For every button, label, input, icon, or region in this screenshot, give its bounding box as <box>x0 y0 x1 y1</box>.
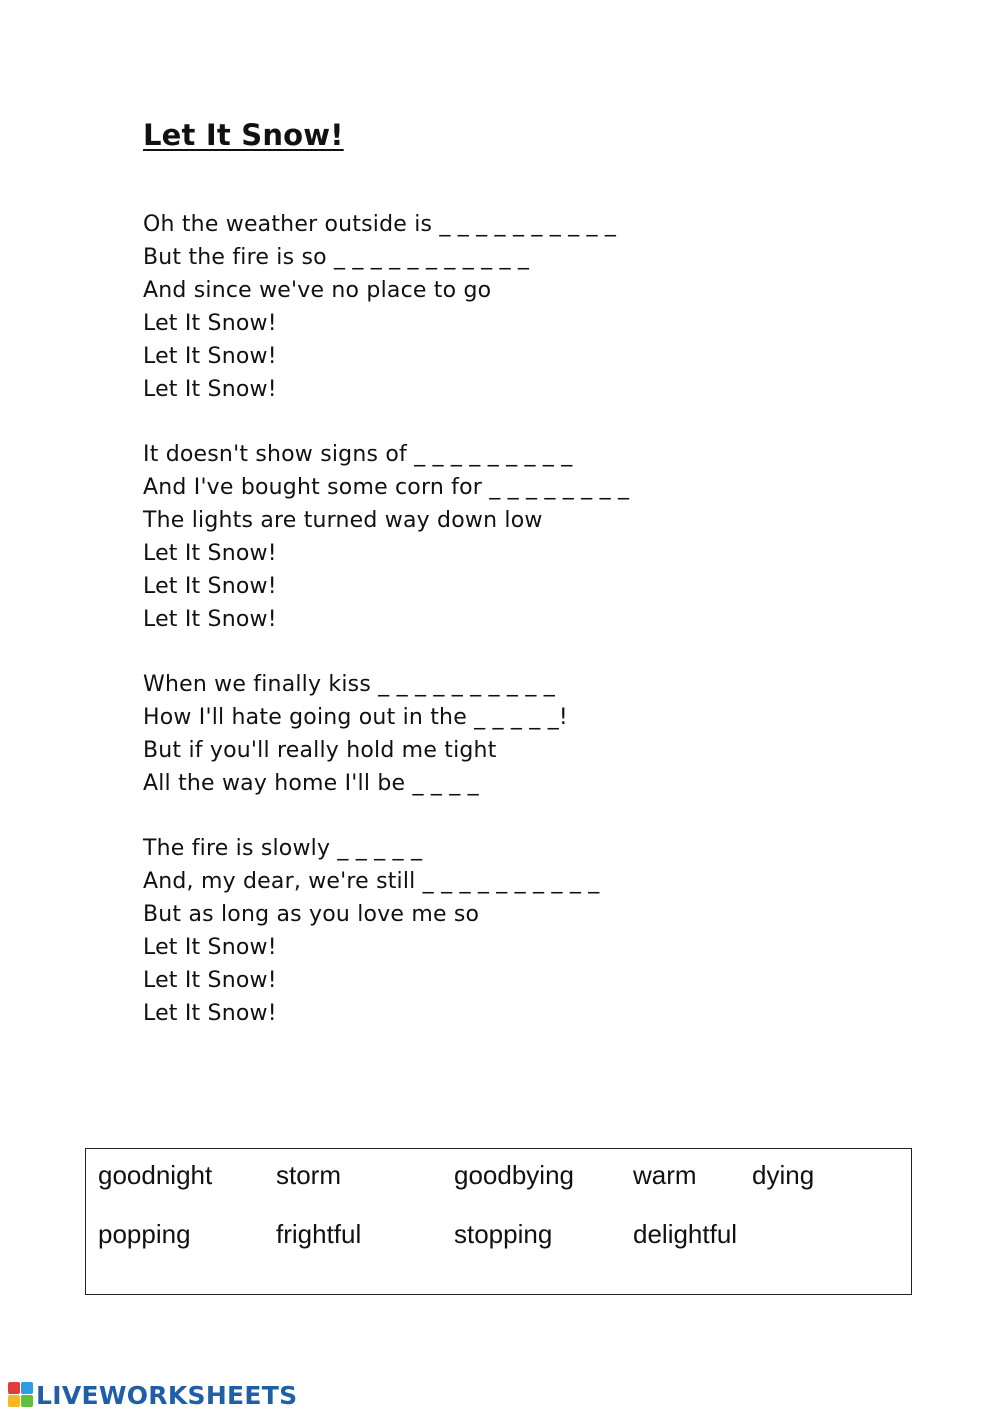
page-title: Let It Snow! <box>143 118 344 152</box>
lyric-line: How I'll hate going out in the _ _ _ _ _! <box>143 705 568 730</box>
lyric-line: Let It Snow! <box>143 311 277 336</box>
word-bank-item: dying <box>752 1160 815 1190</box>
word-bank-item: goodnight <box>98 1160 213 1190</box>
lyric-line: The lights are turned way down low <box>143 508 543 533</box>
lyric-line: But as long as you love me so <box>143 902 480 927</box>
lyric-line: It doesn't show signs of _ _ _ _ _ _ _ _ _ <box>143 442 573 467</box>
lyric-line: Let It Snow! <box>143 541 277 566</box>
lyric-line: Let It Snow! <box>143 344 277 369</box>
lyric-line: Let It Snow! <box>143 607 277 632</box>
word-bank-item: goodbying <box>454 1160 574 1190</box>
liveworksheets-logo[interactable] <box>8 1381 297 1409</box>
lyric-line: Let It Snow! <box>143 1001 277 1026</box>
lyric-line: And since we've no place to go <box>143 278 492 303</box>
logo-text: LIVEWORKSHEETS <box>36 1380 298 1410</box>
lyric-line: Let It Snow! <box>143 968 277 993</box>
lyric-line: Let It Snow! <box>143 377 277 402</box>
lyric-line: All the way home I'll be _ _ _ _ <box>143 771 479 796</box>
word-bank-item: stopping <box>454 1219 553 1249</box>
lyric-line: Let It Snow! <box>143 935 277 960</box>
word-bank-box <box>85 1148 912 1295</box>
liveworksheets-logo-icon <box>8 1382 34 1408</box>
word-bank-item: delightful <box>633 1219 738 1249</box>
word-bank-item: frightful <box>276 1219 362 1249</box>
lyric-line: The fire is slowly _ _ _ _ _ <box>143 836 423 861</box>
lyric-line: But the fire is so _ _ _ _ _ _ _ _ _ _ _ <box>143 245 530 270</box>
lyric-line: And I've bought some corn for _ _ _ _ _ _ _ _ <box>143 475 630 500</box>
lyric-line: Let It Snow! <box>143 574 277 599</box>
lyric-line: When we finally kiss _ _ _ _ _ _ _ _ _ _ <box>143 672 555 697</box>
lyric-line: But if you'll really hold me tight <box>143 738 497 763</box>
word-bank-item: popping <box>98 1219 191 1249</box>
word-bank-item: warm <box>633 1160 697 1190</box>
word-bank-item: storm <box>276 1160 341 1190</box>
lyric-line: And, my dear, we're still _ _ _ _ _ _ _ _ _ _ <box>143 869 600 894</box>
lyric-line: Oh the weather outside is _ _ _ _ _ _ _ _ _ _ <box>143 212 617 237</box>
